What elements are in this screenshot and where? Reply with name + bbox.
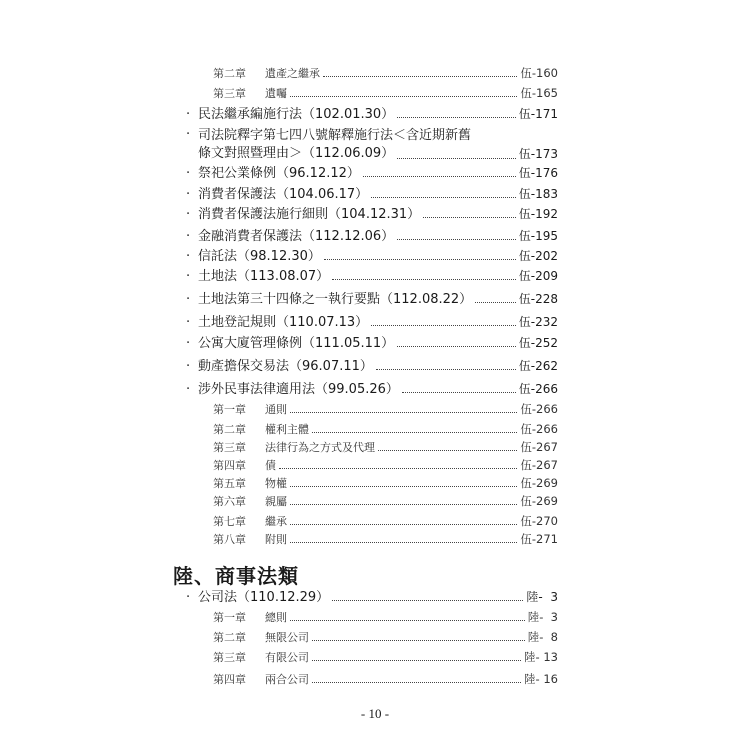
dot-leader (397, 117, 516, 118)
law-title: 動產擔保交易法（96.07.11） (198, 359, 373, 374)
dot-leader (279, 468, 517, 469)
chapter-title: 債 (265, 459, 276, 472)
dot-leader (371, 325, 516, 326)
toc-law-entry (186, 289, 558, 307)
dot-leader (332, 600, 523, 601)
page-ref: 伍-271 (520, 532, 558, 546)
dot-leader (323, 76, 517, 77)
dot-leader (290, 96, 517, 97)
law-title: 祭祀公業條例（96.12.12） (198, 166, 360, 181)
chapter-number: 第七章 (213, 515, 246, 528)
dot-leader (371, 197, 516, 198)
bullet-mark: · (186, 359, 191, 374)
chapter-number: 第三章 (213, 441, 246, 454)
page-ref: 伍-192 (518, 207, 558, 221)
page-ref: 伍-173 (518, 147, 558, 161)
toc-chapter-entry (213, 650, 558, 665)
dot-leader (290, 620, 525, 621)
page-ref: 伍-176 (518, 166, 558, 180)
page-ref: 伍-171 (518, 107, 558, 121)
chapter-number: 第二章 (213, 631, 246, 644)
toc-chapter-entry (213, 672, 558, 687)
law-title-line2-row (198, 145, 558, 163)
page-ref: 伍-232 (518, 315, 558, 329)
bullet-mark: · (186, 107, 191, 122)
chapter-number: 第五章 (213, 477, 246, 490)
law-title: 土地登記規則（110.07.13） (198, 315, 369, 330)
law-title: 涉外民事法律適用法（99.05.26） (198, 382, 399, 397)
entry-title-wrap (198, 127, 558, 163)
dot-leader (332, 279, 516, 280)
toc-chapter-entry (213, 458, 558, 473)
chapter-title: 法律行為之方式及代理 (265, 441, 375, 454)
bullet-mark: · (186, 166, 191, 181)
toc-chapter-entry (213, 514, 558, 529)
toc-law-entry (186, 204, 558, 222)
law-title: 消費者保護法施行細則（104.12.31） (198, 207, 421, 222)
page-ref: 伍-269 (520, 494, 558, 508)
page-ref: 伍-202 (518, 249, 558, 263)
chapter-number: 第一章 (213, 611, 246, 624)
toc-law-entry (186, 127, 558, 163)
law-title: 土地法第三十四條之一執行要點（112.08.22） (198, 292, 473, 307)
dot-leader (397, 239, 516, 240)
page-ref: 伍-165 (520, 86, 558, 100)
page-ref: 伍-266 (520, 402, 558, 416)
bullet-mark: · (186, 127, 191, 142)
toc-chapter-entry (213, 610, 558, 625)
bullet-mark: · (186, 249, 191, 264)
chapter-title: 通則 (265, 403, 287, 416)
bullet-mark: · (186, 336, 191, 351)
toc-law-entry (186, 163, 558, 181)
dot-leader (290, 524, 517, 525)
toc-chapter-entry (213, 476, 558, 491)
dot-leader (312, 682, 521, 683)
law-title: 金融消費者保護法（112.12.06） (198, 229, 395, 244)
law-title-line2: 條文對照暨理由＞（112.06.09） (198, 146, 395, 161)
page-ref: 陸- 16 (524, 672, 558, 686)
page-ref: 伍-266 (518, 382, 558, 396)
dot-leader (475, 302, 516, 303)
chapter-title: 權利主體 (265, 423, 309, 436)
page-ref: 陸- 3 (526, 590, 558, 604)
chapter-number: 第二章 (213, 67, 246, 80)
law-title: 公司法（110.12.29） (198, 590, 330, 605)
toc-law-entry (186, 312, 558, 330)
page-ref: 伍-266 (520, 422, 558, 436)
dot-leader (312, 640, 525, 641)
dot-leader (312, 432, 517, 433)
bullet-mark: · (186, 229, 191, 244)
page-ref: 伍-183 (518, 187, 558, 201)
dot-leader (363, 176, 516, 177)
toc-chapter-entry (213, 86, 558, 101)
chapter-number: 第三章 (213, 87, 246, 100)
page-ref: 伍-228 (518, 292, 558, 306)
bullet-mark: · (186, 315, 191, 330)
dot-leader (402, 392, 516, 393)
chapter-number: 第三章 (213, 651, 246, 664)
chapter-number: 第一章 (213, 403, 246, 416)
page-ref: 伍-269 (520, 476, 558, 490)
toc-chapter-entry (213, 402, 558, 417)
law-title: 消費者保護法（104.06.17） (198, 187, 369, 202)
toc-chapter-entry (213, 532, 558, 547)
page-number-footer: - 10 - (360, 706, 390, 721)
page-ref: 伍-262 (518, 359, 558, 373)
bullet-mark: · (186, 590, 191, 605)
dot-leader (376, 369, 516, 370)
law-title: 民法繼承編施行法（102.01.30） (198, 107, 395, 122)
law-title-line1: 司法院釋字第七四八號解釋施行法＜含近期新舊 (198, 128, 472, 143)
toc-law-entry (186, 379, 558, 397)
toc-law-entry (186, 356, 558, 374)
toc-law-entry (186, 184, 558, 202)
dot-leader (423, 217, 516, 218)
toc-chapter-entry (213, 422, 558, 437)
toc-law-entry (186, 333, 558, 351)
toc-chapter-entry (213, 494, 558, 509)
chapter-title: 無限公司 (265, 631, 309, 644)
bullet-mark: · (186, 382, 191, 397)
dot-leader (290, 504, 517, 505)
bullet-mark: · (186, 292, 191, 307)
toc-law-entry (186, 226, 558, 244)
chapter-title: 兩合公司 (265, 673, 309, 686)
page-ref: 陸- 8 (527, 630, 558, 644)
chapter-title: 總則 (265, 611, 287, 624)
chapter-title: 親屬 (265, 495, 287, 508)
bullet-mark: · (186, 269, 191, 284)
toc-law-entry (186, 587, 558, 605)
chapter-number: 第二章 (213, 423, 246, 436)
page-ref: 陸- 13 (524, 650, 558, 664)
chapter-title: 遺產之繼承 (265, 67, 320, 80)
chapter-number: 第六章 (213, 495, 246, 508)
chapter-number: 第四章 (213, 459, 246, 472)
law-title: 公寓大廈管理條例（111.05.11） (198, 336, 395, 351)
page-ref: 伍-267 (520, 458, 558, 472)
page-ref: 伍-267 (520, 440, 558, 454)
section-heading: 陸、商事法類 (173, 564, 299, 588)
chapter-title: 物權 (265, 477, 287, 490)
dot-leader (290, 542, 517, 543)
dot-leader (397, 346, 516, 347)
dot-leader (290, 412, 517, 413)
dot-leader (397, 158, 516, 159)
toc-chapter-entry (213, 66, 558, 81)
page-ref: 伍-195 (518, 229, 558, 243)
law-title: 信託法（98.12.30） (198, 249, 321, 264)
page-ref: 伍-209 (518, 269, 558, 283)
chapter-number: 第八章 (213, 533, 246, 546)
page-ref: 伍-270 (520, 514, 558, 528)
page-ref: 陸- 3 (527, 610, 558, 624)
dot-leader (290, 486, 517, 487)
chapter-title: 遺囑 (265, 87, 287, 100)
toc-law-entry (186, 266, 558, 284)
dot-leader (378, 450, 517, 451)
chapter-number: 第四章 (213, 673, 246, 686)
chapter-title: 附則 (265, 533, 287, 546)
chapter-title: 有限公司 (265, 651, 309, 664)
page-ref: 伍-160 (520, 66, 558, 80)
bullet-mark: · (186, 187, 191, 202)
bullet-mark: · (186, 207, 191, 222)
toc-chapter-entry (213, 440, 558, 455)
toc-chapter-entry (213, 630, 558, 645)
law-title: 土地法（113.08.07） (198, 269, 330, 284)
dot-leader (324, 259, 516, 260)
toc-law-entry (186, 104, 558, 122)
toc-law-entry (186, 246, 558, 264)
dot-leader (312, 660, 521, 661)
page-ref: 伍-252 (518, 336, 558, 350)
chapter-title: 繼承 (265, 515, 287, 528)
